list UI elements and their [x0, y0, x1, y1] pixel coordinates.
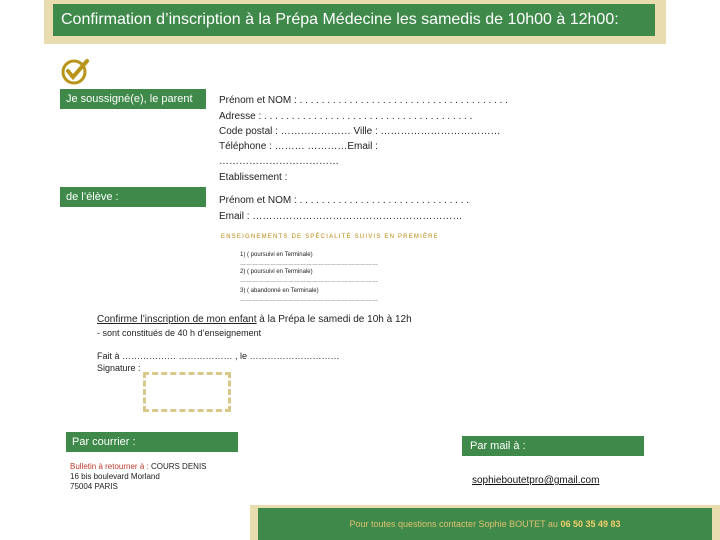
- courier-label: Par courrier :: [66, 432, 238, 452]
- parent-phone-line[interactable]: Téléphone : ……… …………Email :: [219, 141, 378, 152]
- student-email-line[interactable]: Email : ………………………………………………………: [219, 211, 463, 222]
- parent-label: Je soussigné(e), le parent: [60, 89, 206, 109]
- signature-box[interactable]: [143, 372, 231, 412]
- page-title: Confirmation d’inscription à la Prépa Médecine les samedis de 10h00 à 12h00:: [53, 4, 655, 36]
- confirmation-emphasis: Confirme l’inscription de mon enfant: [97, 314, 257, 325]
- header-bar: [44, 0, 666, 44]
- address-line-2: 75004 PARIS: [70, 482, 118, 491]
- specialty-1-input[interactable]: ……………………………………………………………: [240, 261, 378, 267]
- confirmation-line: [97, 314, 412, 325]
- signature-label: Signature :: [97, 363, 141, 373]
- student-label: de l’élève :: [60, 187, 206, 207]
- specialty-3-input[interactable]: ……………………………………………………………: [240, 297, 378, 303]
- specialty-2-input[interactable]: ……………………………………………………………: [240, 278, 378, 284]
- address-line-1: 16 bis boulevard Morland: [70, 472, 160, 481]
- specialty-3-label: 3) ( abandonné en Terminale): [240, 288, 319, 294]
- footer-text: [258, 508, 712, 540]
- specialty-title: ENSEIGNEMENTS DE SPÉCIALITÉ SUIVIS EN PREMIÈRE: [221, 234, 439, 240]
- email-label: Par mail à :: [462, 436, 644, 456]
- email-link[interactable]: sophieboutetpro@gmail.com: [472, 475, 600, 486]
- bulletin-prefix: Bulletin à retourner à :: [70, 462, 149, 471]
- student-name-line[interactable]: Prénom et NOM : . . . . . . . . . . . . . . . . . . . . . . . . . . . . . . .: [219, 195, 470, 206]
- confirmation-rest: à la Prépa le samedi de 10h à 12h: [256, 314, 412, 325]
- footer-message: Pour toutes questions contacter Sophie BOUTET au: [349, 519, 561, 529]
- check-circle-icon: [60, 56, 92, 86]
- footer-bar: [250, 505, 720, 540]
- parent-address-line[interactable]: Adresse : . . . . . . . . . . . . . . . . . . . . . . . . . . . . . . . . . . . . . .: [219, 111, 473, 122]
- specialty-1-label: 1) ( poursuivi en Terminale): [240, 252, 313, 258]
- school-line[interactable]: Etablissement :: [219, 172, 288, 183]
- footer-phone[interactable]: 06 50 35 49 83: [560, 519, 621, 529]
- specialty-2-label: 2) ( poursuivi en Terminale): [240, 269, 313, 275]
- parent-email-continuation[interactable]: ………………………………: [219, 156, 339, 167]
- hours-note: - sont constitués de 40 h d’enseignement: [97, 328, 262, 338]
- parent-name-line[interactable]: Prénom et NOM : . . . . . . . . . . . . . . . . . . . . . . . . . . . . . . . . . . . . . .: [219, 95, 508, 106]
- bulletin-line: [70, 462, 207, 472]
- parent-postal-line[interactable]: Code postal : ………………… Ville : ………………………………: [219, 126, 501, 137]
- done-at-line[interactable]: Fait à ……………… ……………… , le …………………………: [97, 351, 340, 361]
- bulletin-name: COURS DENIS: [148, 462, 207, 471]
